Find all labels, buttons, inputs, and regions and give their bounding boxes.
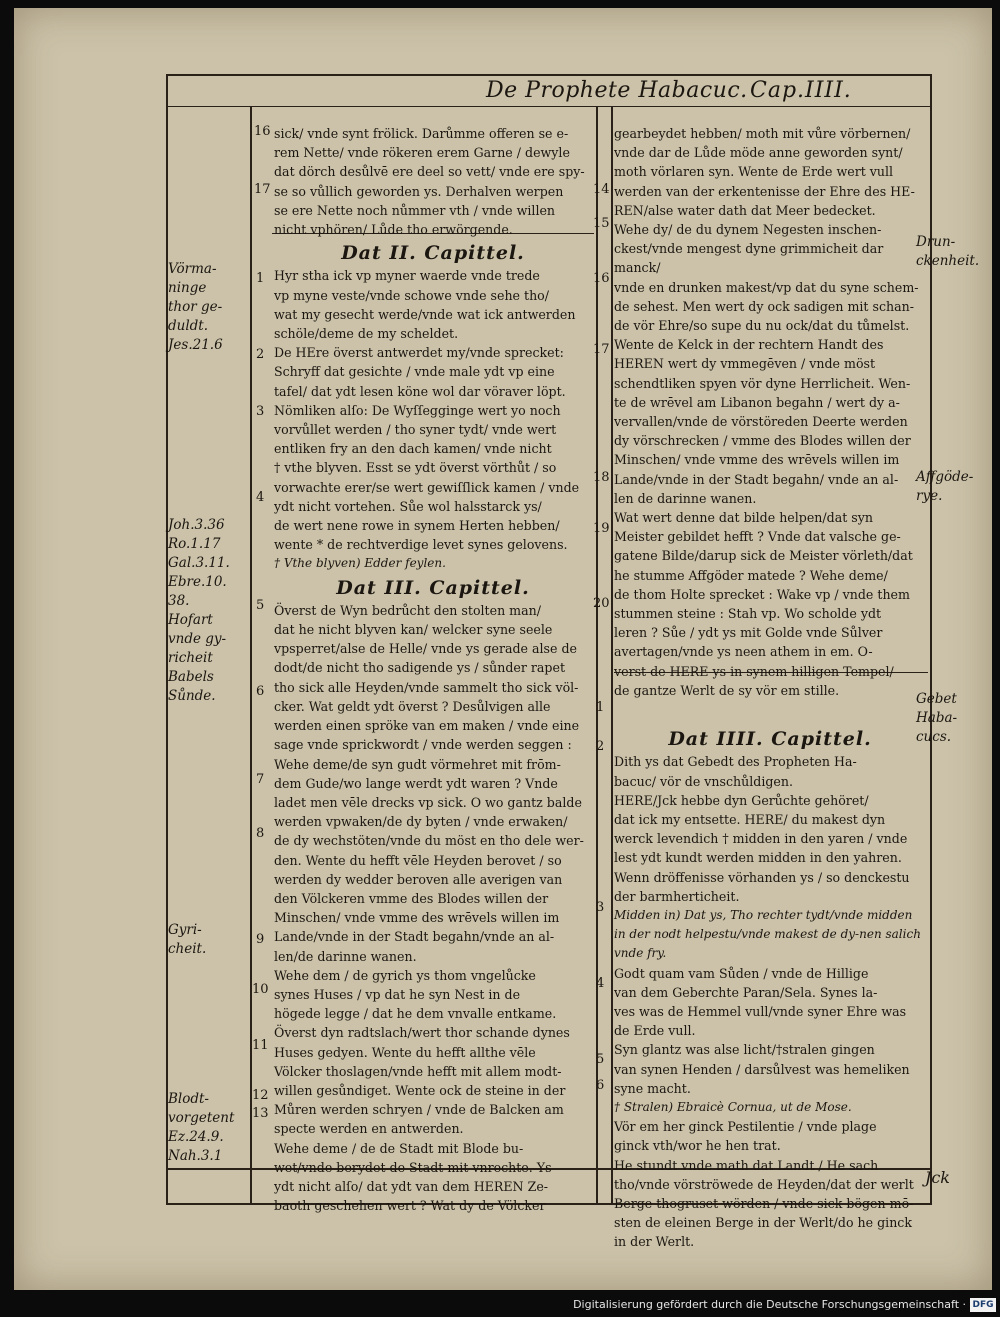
text-line: Syn glantz was alse licht/†stralen gingen [614, 1042, 875, 1058]
verse-number: 8 [256, 826, 265, 841]
text-line: Berge thogruset wörden / vnde sick bögen mō- [614, 1195, 914, 1211]
catchword: Jck [924, 1168, 950, 1187]
text-line: gatene Bilde/darup sick de Meister vörleth/dat [614, 548, 913, 564]
text-line: Nömliken alſo: De Wyſſegginge wert yo noch [274, 402, 561, 418]
verse-number: 19 [593, 521, 610, 536]
text-line: högede legge / dat he dem vnvalle entkame. [274, 1006, 557, 1022]
text-line: dem Gude/wo lange werdt ydt waren ? Vnde [274, 775, 558, 791]
text-line: schendtliken spyen vör dyne Herrlicheit. Wen- [614, 375, 911, 391]
text-line: ladet men vēle drecks vp sick. O wo gantz balde [274, 794, 582, 810]
text-line: de Erde vull. [614, 1023, 696, 1039]
verse-number: 17 [254, 182, 271, 197]
margin-note-left: Joh.3.36 Ro.1.17 Gal.3.11. Ebre.10. 38. Hofart vnde gy- richeit Babels Sůnde. [168, 517, 230, 704]
text-line: gearbeydet hebben/ moth mit vůre vörbernen/ [614, 126, 911, 141]
verse-number: 2 [256, 347, 265, 362]
text-line: vorvůllet werden / tho syner tydt/ vnde wert [274, 422, 557, 438]
text-line: entliken fry an den dach kamen/ vnde nicht [274, 441, 552, 457]
text-line: den. Wente du hefft vēle Heyden berovet / so [274, 852, 562, 868]
text-line: Lande/vnde in der Stadt begahn/vnde an al- [274, 929, 555, 945]
text-line: de thom Holte sprecket : Wake vp / vnde them [614, 586, 910, 602]
text-line: Meister gebildet hefft ? Vnde dat valsche ge- [614, 529, 901, 545]
text-line: Wehe deme/de syn gudt vörmehret mit frōm- [274, 756, 561, 772]
text-line: in der Werlt. [614, 1234, 695, 1250]
verse-number: 1 [256, 271, 265, 286]
text-line: werden van der erkentenisse der Ehre des HE- [614, 183, 915, 199]
text-line: de vör Ehre/so supe du nu ock/dat du tůmelst. [614, 318, 910, 334]
text-line: HERE/Jck hebbe dyn Gerůchte gehöret/ [614, 792, 869, 808]
text-line: ydt nicht alſo/ dat ydt van dem HEREN Ze- [274, 1178, 549, 1194]
text-line: tafel/ dat ydt lesen köne wol dar vöraver löpt. [274, 383, 566, 399]
text-line: cker. Wat geldt ydt överst ? Desůlvigen alle [274, 698, 551, 714]
verse-number: 4 [596, 976, 605, 991]
verse-number: 14 [593, 182, 610, 197]
text-line: se ere Nette noch nůmmer vth / vnde willen [274, 202, 556, 218]
text-line: tho sick alle Heyden/vnde sammelt tho sick völ- [274, 679, 579, 695]
verse-number: 6 [596, 1078, 605, 1093]
text-line: schöle/deme de my scheldet. [274, 326, 459, 342]
text-line: Můren werden schryen / vnde de Balcken am [274, 1102, 564, 1118]
text-line: Minschen/ vnde vmme des wrēvels willen im [614, 452, 900, 468]
text-line: REN/alse water dath dat Meer bedecket. [614, 202, 876, 218]
text-line: dat dörch desůlvē ere deel so vett/ vnde ere spy- [274, 164, 585, 180]
text-line: De HEre överst antwerdet my/vnde sprecket: [274, 345, 564, 361]
text-line: Lande/vnde in der Stadt begahn/ vnde an al- [614, 471, 899, 487]
text-line: He stundt vnde math dat Landt / He sach [614, 1157, 879, 1173]
text-line: Wehe dy/ de du dynem Negesten inschen- [614, 222, 882, 238]
text-line: len de darinne wanen. [614, 490, 757, 506]
text-line: werden dy wedder beroven alle averigen van [274, 871, 563, 887]
text-frame [166, 74, 932, 1250]
verse-number: 16 [254, 124, 271, 139]
text-line: Wente de Kelck in der rechtern Handt des [614, 337, 884, 353]
text-line: Dith ys dat Gebedt des Propheten Ha- [614, 754, 857, 770]
verse-number: 17 [593, 342, 610, 357]
margin-note-right: Drun- ckenheit. [916, 234, 980, 269]
text-line: sick/ vnde synt frölick. Darůmme offeren se e- [274, 126, 569, 141]
text-line: de dy wechstöten/vnde du möst en tho dele wer- [274, 833, 584, 849]
verse-number: 6 [256, 684, 265, 699]
footnote: † Vthe blyven) Edder feylen. [274, 556, 446, 571]
text-line: lest ydt kundt werden midden in den yahren. [614, 850, 902, 866]
text-line: HEREN wert dy vmmegēven / vnde möst [614, 356, 876, 372]
verse-number: 1 [596, 700, 605, 715]
text-line: sage vnde sprickwordt / vnde werden seggen : [274, 737, 572, 753]
text-line: dodt/de nicht tho sadigende ys / sůnder rapet [274, 660, 566, 676]
text-line: verst de HERE ys in synem hilligen Tempel/ [614, 663, 894, 679]
text-line: vervallen/vnde de vörstöreden Deerte werden [614, 414, 908, 430]
footer-bar [0, 1290, 1000, 1317]
text-line: Hyr stha ick vp myner waerde vnde trede [274, 268, 540, 284]
chapter-heading-3: Dat III. Capittel. [336, 576, 530, 599]
verse-number: 5 [256, 598, 265, 613]
verse-number: 12 [252, 1088, 269, 1103]
text-line: willen gesůndiget. Wente ock de steine in der [274, 1082, 566, 1098]
text-line: len/de darinne wanen. [274, 948, 417, 964]
text-line: Wat wert denne dat bilde helpen/dat syn [614, 510, 873, 526]
right-text-column [614, 124, 926, 1252]
text-line: de sehest. Men wert dy ock sadigen mit schan- [614, 298, 914, 314]
text-line: Wenn dröffenisse vörhanden ys / so denckestu [614, 869, 910, 885]
chapter-heading-2: Dat II. Capittel. [341, 242, 525, 265]
dfg-logo: DFG [970, 1298, 996, 1312]
text-line: dat ick my entsette. HERE/ du makest dyn [614, 811, 886, 827]
running-header [168, 76, 930, 107]
text-line: Wehe deme / de de Stadt mit Blode bu- [274, 1140, 524, 1156]
text-line: wet/vnde berydet de Stadt mit vnrechte. Ys [274, 1159, 552, 1175]
text-line: Minschen/ vnde vmme des wrēvels willen im [274, 910, 560, 926]
text-line: der barmherticheit. [614, 888, 740, 904]
text-line: vpsperret/alse de Helle/ vnde ys gerade alse de [274, 641, 577, 657]
footnote: Midden in) Dat ys, Tho rechter tydt/vnde midden in der nodt helpestu/vnde makest de dy-nen salich vnde fry. [614, 907, 921, 961]
left-text-column [274, 124, 592, 1215]
text-line: de wert nene rowe in synem Herten hebben/ [274, 518, 560, 534]
text-line: Schryff dat gesichte / vnde male ydt vp eine [274, 364, 555, 380]
text-line: Överst de Wyn bedrůcht den stolten man/ [274, 602, 541, 618]
verse-number: 3 [596, 900, 605, 915]
text-line: † vthe blyven. Esst se ydt överst vörthůt / so [274, 460, 557, 476]
text-line: van dem Geberchte Paran/Sela. Synes la- [614, 984, 878, 1000]
chapter-heading-4: Dat IIII. Capittel. [668, 728, 872, 751]
text-line: Överst dyn radtslach/wert thor schande dynes [274, 1025, 570, 1041]
text-line: synes Huses / vp dat he syn Nest in de [274, 986, 521, 1002]
funding-credit: Digitalisierung gefördert durch die Deutsche Forschungsgemeinschaft · [573, 1298, 966, 1311]
text-line: baoth geschehen wert ? Wat dy de Völcker [274, 1198, 546, 1214]
verse-number: 10 [252, 982, 269, 997]
text-line: van synen Henden / darsůlvest was hemeliken [614, 1061, 910, 1077]
text-line: ydt nicht vortehen. Sůe wol halsstarck ys/ [274, 498, 542, 514]
text-line: moth vörlaren syn. Wente de Erde wert vull [614, 164, 894, 180]
verse-number: 7 [256, 772, 265, 787]
text-line: de gantze Werlt de sy vör em stille. [614, 682, 840, 698]
text-line: vnde dar de Lůde möde anne geworden synt/ [614, 145, 903, 161]
text-line: ves was de Hemmel vull/vnde syner Ehre was [614, 1003, 907, 1019]
book-page [14, 8, 992, 1290]
verse-number: 5 [596, 1052, 605, 1067]
text-line: dat he nicht blyven kan/ welcker syne seele [274, 622, 553, 638]
text-line: se so vůllich geworden ys. Derhalven werpen [274, 183, 564, 199]
text-line: Godt quam vam Sůden / vnde de Hillige [614, 965, 869, 981]
verse-number: 3 [256, 404, 265, 419]
verse-number: 18 [593, 470, 610, 485]
text-line: den Völckeren vmme des Blodes willen der [274, 890, 549, 906]
margin-note-left: Gyri- cheit. [168, 922, 207, 957]
chapter-label: Cap.IIII. [750, 78, 852, 103]
text-line: sten de eleinen Berge in der Werlt/do he ginck [614, 1215, 912, 1231]
text-line: werden vpwaken/de dy byten / vnde erwaken/ [274, 814, 568, 830]
text-line: werden einen spröke van em maken / vnde eine [274, 718, 580, 734]
text-line: Wehe dem / de gyrich ys thom vngelůcke [274, 967, 536, 983]
text-line: wente * de rechtverdige levet synes gelovens. [274, 537, 568, 553]
text-line: ckest/vnde mengest dyne grimmicheit dar manck/ [614, 241, 884, 276]
text-line: te de wrēvel am Libanon begahn / wert dy a- [614, 394, 900, 410]
text-line: Völcker thoslagen/vnde hefft mit allem modt- [274, 1063, 562, 1079]
text-line: vnde en drunken makest/vp dat du syne schem- [614, 279, 919, 295]
text-line: he stumme Affgöder matede ? Wehe deme/ [614, 567, 888, 583]
margin-note-left: Vörma- ninge thor ge- duldt. Jes.21.6 [168, 261, 223, 353]
verse-number: 20 [593, 596, 610, 611]
text-line: vorwachte erer/se wert gewiſſlick kamen / vnde [274, 479, 580, 495]
text-line: nicht vphören/ Lůde tho erwörgende. [274, 222, 513, 238]
verse-number: 11 [252, 1038, 269, 1053]
text-line: rem Nette/ vnde rökeren erem Garne / dewyle [274, 145, 570, 161]
text-line: dy vörschrecken / vmme des Blodes willen der [614, 433, 911, 449]
center-rule-b [611, 106, 613, 1203]
verse-number: 2 [596, 739, 605, 754]
margin-note-right: Affgöde- rye. [916, 469, 974, 504]
text-line: wat my gesecht werde/vnde wat ick antwerden [274, 306, 576, 322]
verse-number: 9 [256, 932, 265, 947]
text-line: syne macht. [614, 1080, 691, 1096]
text-line: Huses gedyen. Wente du hefft allthe vēle [274, 1044, 536, 1060]
text-line: tho/vnde vörströwede de Heyden/dat der werlt [614, 1176, 914, 1192]
verse-number: 16 [593, 271, 610, 286]
text-line: Vör em her ginck Pestilentie / vnde plage [614, 1119, 877, 1135]
footnote: † Stralen) Ebraicè Cornua, ut de Mose. [614, 1099, 852, 1114]
verse-number: 13 [252, 1106, 269, 1121]
text-line: avertagen/vnde ys neen athem in em. O- [614, 644, 873, 660]
verse-number: 15 [593, 216, 610, 231]
text-line: stummen steine : Stah vp. Wo scholde ydt [614, 606, 882, 622]
margin-note-right: Gebet Haba- cucs. [916, 691, 958, 745]
text-line: ginck vth/wor he hen trat. [614, 1138, 781, 1154]
margin-note-left: Blodt- vorgetent Ez.24.9. Nah.3.1 [168, 1091, 235, 1164]
text-line: werck levendich † midden in den yaren / vnde [614, 831, 908, 847]
text-line: specte werden en antwerden. [274, 1121, 464, 1137]
text-line: vp myne veste/vnde schowe vnde sehe tho/ [274, 287, 550, 303]
running-title: De Prophete Habacuc. [486, 78, 748, 103]
verse-number: 4 [256, 490, 265, 505]
text-line: leren ? Sůe / ydt ys mit Golde vnde Sůlver [614, 625, 883, 641]
text-line: bacuc/ vör de vnschůldigen. [614, 773, 793, 789]
